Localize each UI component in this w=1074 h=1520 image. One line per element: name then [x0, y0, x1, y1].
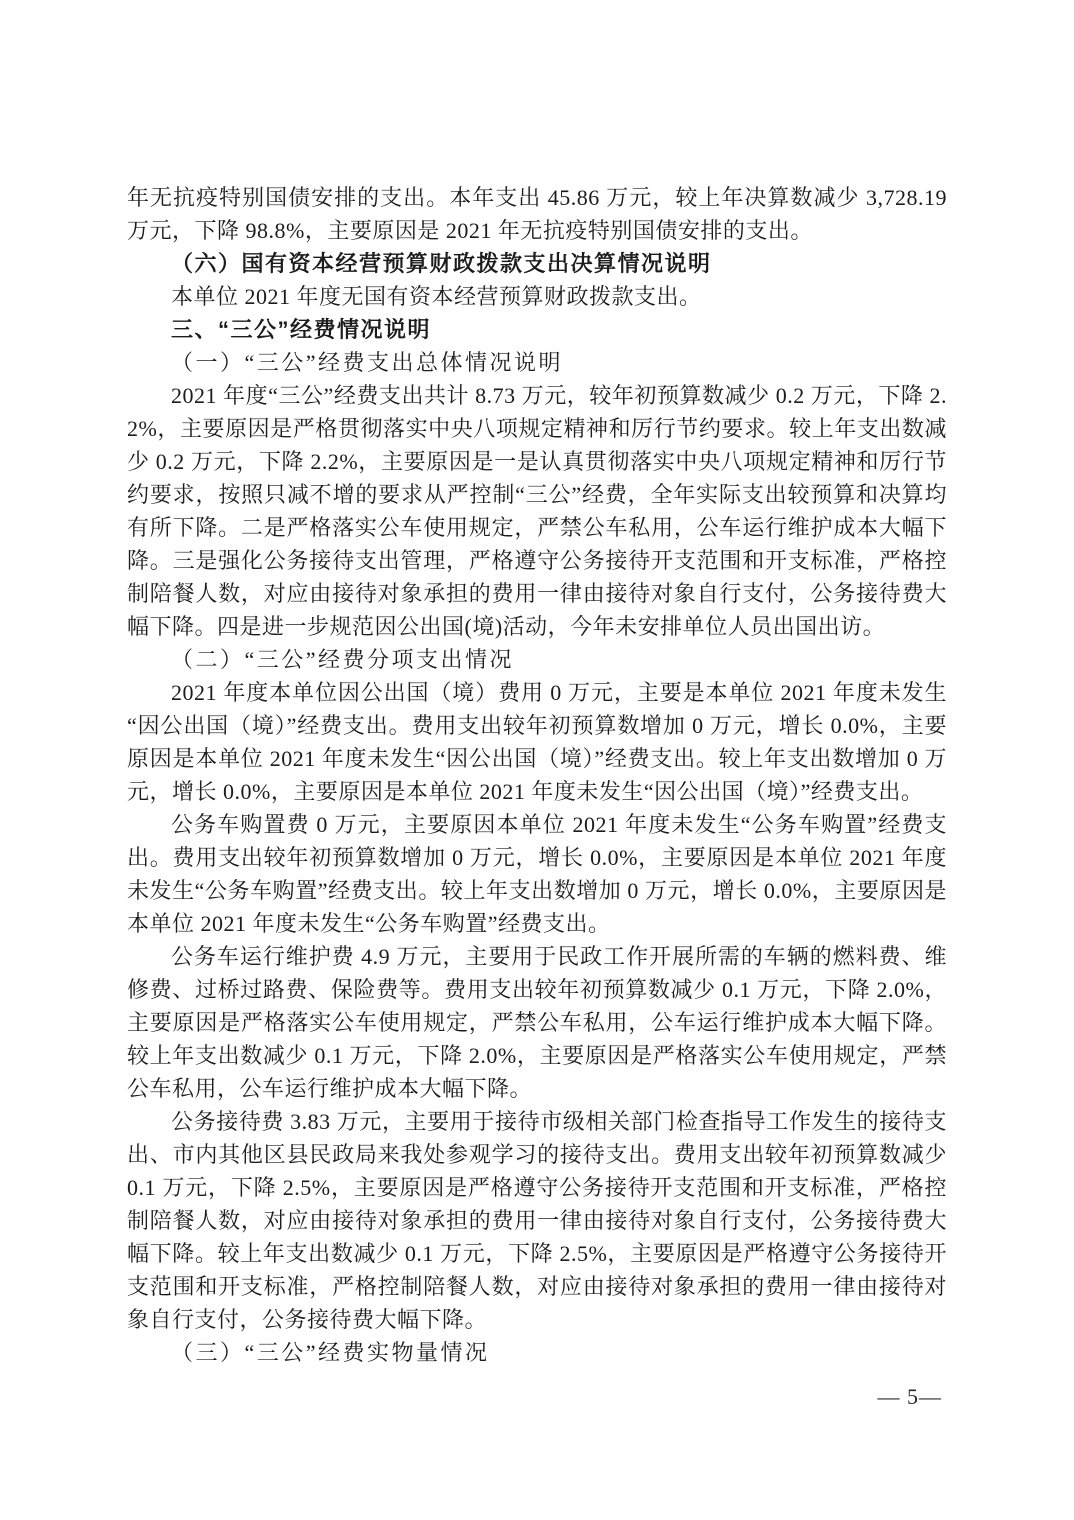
paragraph-official-reception-expenses: 公务接待费 3.83 万元，主要用于接待市级相关部门检查指导工作发生的接待支出、市内其他区县民政局来我处参观学习的接待支出。费用支出较年初预算数减少 0.1 万元，下降 2.5%，主要原因是严格遵守公务接待开支范围和开支标准，严格控制陪餐人数，对应由接待对象承担的费用一律由接待对象自行支付，公务接待费大幅下降。较上年支出数减少 0.1 万元，下降 2.5%，主要原因是严格遵守公务接待开支范围和开支标准，严格控制陪餐人数，对应由接待对象承担的费用一律由接待对象自行支付，公务接待费大幅下降。	[127, 1109, 947, 1332]
heading-subsection-1-overall-situation: （一）“三公”经费支出总体情况说明	[171, 350, 564, 375]
paragraph-overall-three-public-expenses: 2021 年度“三公”经费支出共计 8.73 万元，较年初预算数减少 0.2 万元，下降 2.2%，主要原因是严格贯彻落实中央八项规定精神和厉行节约要求。较上年支出数减少 0.2 万元，下降 2.2%，主要原因是一是认真贯彻落实中央八项规定精神和厉行节约要求，按照只减不增的要求从严控制“三公”经费，全年实际支出较预算和决算均有所下降。二是严格落实公车使用规定，严禁公车私用，公车运行维护成本大幅下降。三是强化公务接待支出管理，严格遵守公务接待开支范围和开支标准，严格控制陪餐人数，对应由接待对象承担的费用一律由接待对象自行支付，公务接待费大幅下降。四是进一步规范因公出国(境)活动，今年未安排单位人员出国出访。	[127, 383, 948, 639]
page-footer	[878, 1383, 943, 1411]
heading-subsection-2-itemized-expenses: （二）“三公”经费分项支出情况	[171, 647, 515, 672]
heading-subsection-3-physical-quantity: （三）“三公”经费实物量情况	[171, 1340, 490, 1365]
page-number: — 5—	[877, 1384, 942, 1409]
paragraph-continuation-special-bond-expenditure: 年无抗疫特别国债安排的支出。本年支出 45.86 万元，较上年决算数减少 3,728.19 万元，下降 98.8%，主要原因是 2021 年无抗疫特别国债安排的支出。	[127, 185, 947, 243]
paragraph-vehicle-operation-maintenance: 公务车运行维护费 4.9 万元，主要用于民政工作开展所需的车辆的燃料费、维修费、过桥过路费、保险费等。费用支出较年初预算数减少 0.1 万元，下降 2.0%，主要原因是严格落实公车使用规定，严禁公车私用，公车运行维护成本大幅下降。较上年支出数减少 0.1 万元，下降 2.0%，主要原因是严格落实公车使用规定，严禁公车私用，公车运行维护成本大幅下降。	[127, 944, 947, 1101]
paragraph-overseas-travel-expenses: 2021 年度本单位因公出国（境）费用 0 万元，主要是本单位 2021 年度未发生“因公出国（境）”经费支出。费用支出较年初预算数增加 0 万元，增长 0.0%，主要原因是本单位 2021 年度未发生“因公出国（境）”经费支出。较上年支出数增加 0 万元，增长 0.0%，主要原因是本单位 2021 年度未发生“因公出国（境）”经费支出。	[127, 680, 947, 804]
heading-section-6-state-capital-budget: （六）国有资本经营预算财政拨款支出决算情况说明	[171, 251, 712, 276]
document-content	[127, 181, 947, 1369]
paragraph-no-state-capital-expenditure: 本单位 2021 年度无国有资本经营预算财政拨款支出。	[171, 284, 702, 309]
heading-part-3-three-public-expenses: 三、“三公”经费情况说明	[171, 317, 432, 342]
paragraph-official-vehicle-purchase: 公务车购置费 0 万元，主要原因本单位 2021 年度未发生“公务车购置”经费支出。费用支出较年初预算数增加 0 万元，增长 0.0%，主要原因是本单位 2021 年度未发生“公务车购置”经费支出。较上年支出数增加 0 万元，增长 0.0%，主要原因是本单位 2021 年度未发生“公务车购置”经费支出。	[127, 812, 947, 936]
